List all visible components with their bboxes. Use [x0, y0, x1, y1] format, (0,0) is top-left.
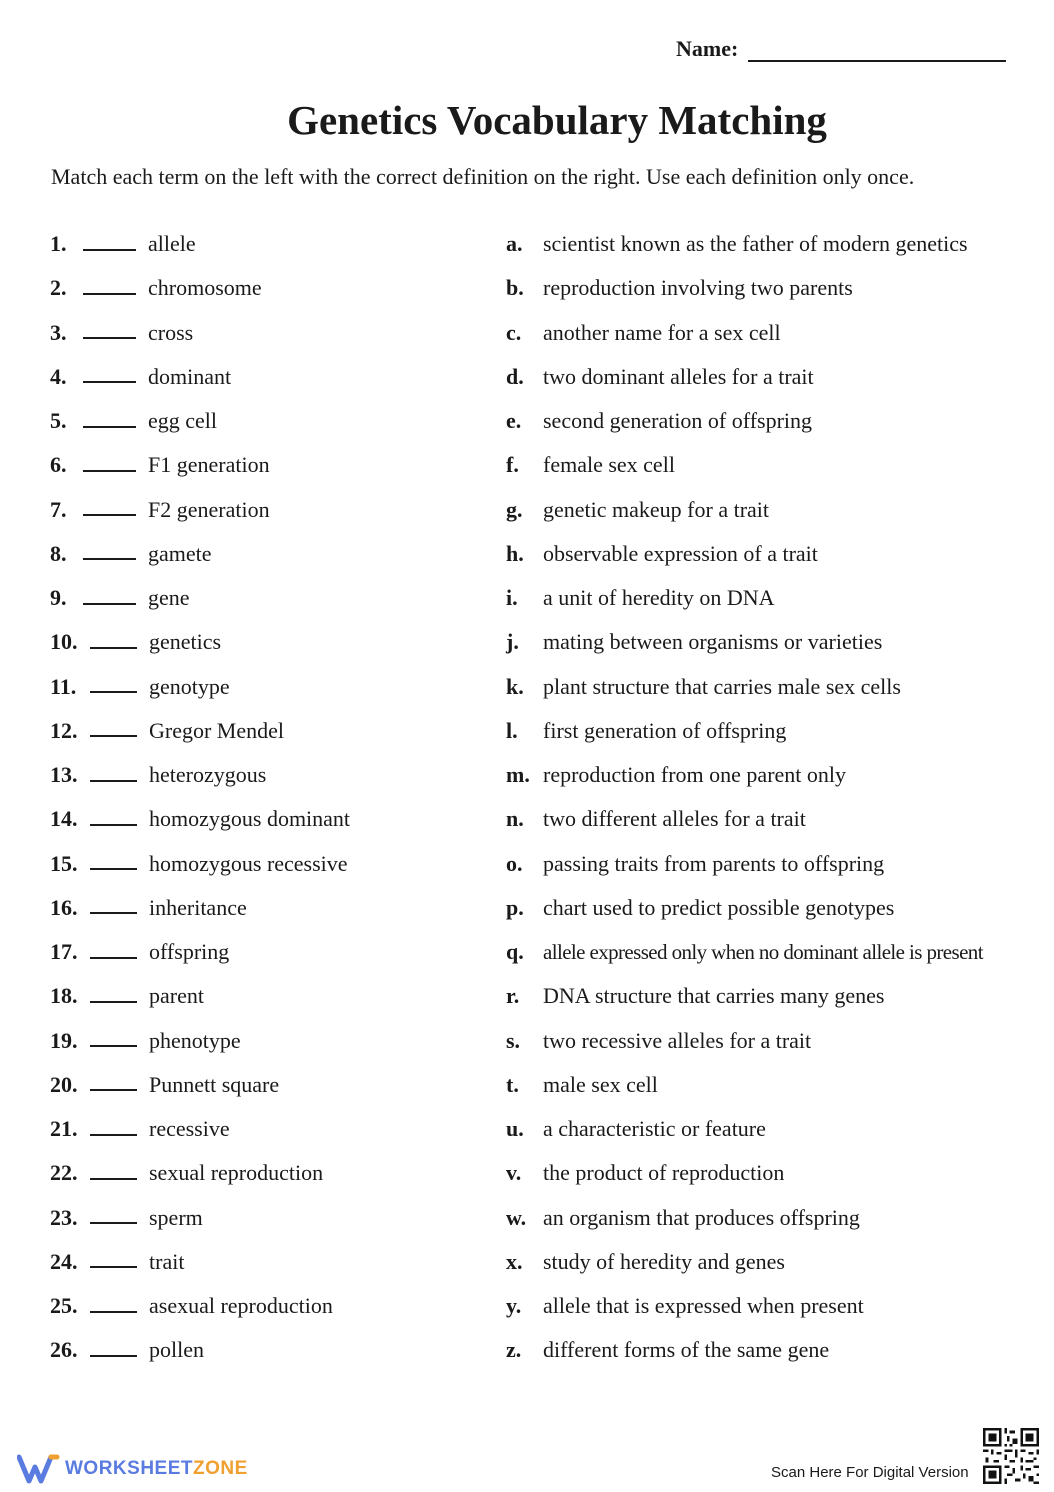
- term-number: 25.: [50, 1293, 78, 1319]
- term-text: dominant: [148, 363, 232, 389]
- term-text: egg cell: [148, 408, 218, 434]
- definition-text: second generation of offspring: [543, 408, 813, 434]
- term-text: genotype: [149, 673, 230, 699]
- answer-blank[interactable]: [90, 1133, 137, 1136]
- term-text: chromosome: [148, 275, 262, 301]
- definition-row: [506, 399, 1046, 443]
- definition-text: a characteristic or feature: [543, 1116, 766, 1142]
- answer-blank[interactable]: [90, 956, 137, 959]
- definition-text: the product of reproduction: [543, 1160, 785, 1186]
- term-row: [50, 620, 470, 664]
- term-text: trait: [149, 1248, 185, 1274]
- term-text: gene: [148, 585, 190, 611]
- definition-letter: x.: [506, 1248, 523, 1274]
- definition-letter: b.: [506, 275, 524, 301]
- worksheetzone-logo: [17, 1453, 248, 1485]
- definition-text: reproduction involving two parents: [543, 275, 853, 301]
- definition-letter: g.: [506, 496, 523, 522]
- definition-row: [506, 665, 1046, 709]
- definition-letter: p.: [506, 894, 524, 920]
- answer-blank[interactable]: [83, 380, 136, 383]
- answer-blank[interactable]: [90, 1310, 137, 1313]
- answer-blank[interactable]: [90, 823, 137, 826]
- definitions-list: [506, 222, 1046, 1373]
- term-text: Punnett square: [149, 1071, 280, 1097]
- page-title: Genetics Vocabulary Matching: [287, 97, 827, 143]
- answer-blank[interactable]: [90, 1265, 137, 1268]
- definition-text: allele that is expressed when present: [543, 1293, 864, 1319]
- term-number: 18.: [50, 983, 78, 1009]
- term-number: 19.: [50, 1027, 78, 1053]
- term-row: [50, 842, 470, 886]
- definition-row: [506, 443, 1046, 487]
- term-row: [50, 709, 470, 753]
- term-number: 14.: [50, 806, 78, 832]
- term-text: homozygous dominant: [149, 806, 351, 832]
- brand-name: [65, 1458, 248, 1480]
- definition-row: [506, 488, 1046, 532]
- definition-text: female sex cell: [543, 452, 675, 478]
- answer-blank[interactable]: [90, 779, 137, 782]
- term-number: 2.: [50, 275, 67, 301]
- definition-text: allele expressed only when no dominant allele is present: [543, 939, 983, 964]
- definition-row: [506, 1063, 1046, 1107]
- term-text: recessive: [149, 1116, 230, 1142]
- name-label: Name:: [676, 36, 739, 61]
- definition-row: [506, 753, 1046, 797]
- term-row: [50, 399, 470, 443]
- term-text: homozygous recessive: [149, 850, 348, 876]
- scan-text: Scan Here For Digital Version: [771, 1464, 969, 1481]
- answer-blank[interactable]: [90, 690, 137, 693]
- definition-letter: c.: [506, 319, 522, 345]
- answer-blank[interactable]: [83, 248, 136, 251]
- definition-letter: n.: [506, 806, 524, 832]
- term-number: 13.: [50, 762, 78, 788]
- term-text: offspring: [149, 939, 230, 965]
- term-text: gamete: [148, 540, 212, 566]
- answer-blank[interactable]: [83, 602, 136, 605]
- term-number: 16.: [50, 894, 78, 920]
- term-text: F1 generation: [148, 452, 270, 478]
- term-number: 3.: [50, 319, 67, 345]
- term-row: [50, 222, 470, 266]
- definition-text: genetic makeup for a trait: [543, 496, 770, 522]
- term-text: F2 generation: [148, 496, 270, 522]
- definition-text: first generation of offspring: [543, 717, 787, 743]
- answer-blank[interactable]: [90, 1221, 137, 1224]
- definition-letter: d.: [506, 363, 524, 389]
- answer-blank[interactable]: [90, 646, 137, 649]
- term-number: 22.: [50, 1160, 78, 1186]
- definition-letter: y.: [506, 1293, 522, 1319]
- term-number: 20.: [50, 1071, 78, 1097]
- definition-letter: q.: [506, 939, 524, 965]
- term-number: 7.: [50, 496, 67, 522]
- definition-row: [506, 930, 1046, 974]
- definition-letter: t.: [506, 1071, 519, 1097]
- definition-text: different forms of the same gene: [543, 1337, 830, 1363]
- term-text: heterozygous: [149, 762, 267, 788]
- definition-row: [506, 1151, 1046, 1195]
- definition-text: DNA structure that carries many genes: [543, 983, 885, 1009]
- brand-part-2: ZONE: [193, 1458, 248, 1479]
- term-row: [50, 488, 470, 532]
- term-number: 1.: [50, 231, 67, 257]
- definition-letter: f.: [506, 452, 519, 478]
- term-number: 15.: [50, 850, 78, 876]
- term-number: 5.: [50, 408, 67, 434]
- term-row: [50, 443, 470, 487]
- answer-blank[interactable]: [90, 1044, 137, 1047]
- definition-text: a unit of heredity on DNA: [543, 585, 775, 611]
- answer-blank[interactable]: [90, 867, 137, 870]
- term-row: [50, 576, 470, 620]
- term-text: cross: [148, 319, 194, 345]
- term-text: Gregor Mendel: [149, 717, 285, 743]
- definition-row: [506, 620, 1046, 664]
- definition-letter: a.: [506, 231, 523, 257]
- definition-row: [506, 709, 1046, 753]
- definition-row: [506, 1107, 1046, 1151]
- answer-blank[interactable]: [83, 336, 136, 339]
- definition-text: scientist known as the father of modern genetics: [543, 231, 968, 257]
- definition-letter: e.: [506, 408, 522, 434]
- definition-row: [506, 1019, 1046, 1063]
- term-text: sperm: [149, 1204, 203, 1230]
- term-number: 26.: [50, 1337, 78, 1363]
- definition-letter: k.: [506, 673, 524, 699]
- definition-text: two recessive alleles for a trait: [543, 1027, 812, 1053]
- term-text: parent: [149, 983, 204, 1009]
- answer-blank[interactable]: [90, 1000, 137, 1003]
- term-row: [50, 1151, 470, 1195]
- term-row: [50, 1284, 470, 1328]
- term-row: [50, 1328, 470, 1372]
- definition-text: reproduction from one parent only: [543, 762, 847, 788]
- definition-row: [506, 1328, 1046, 1372]
- term-row: [50, 797, 470, 841]
- definition-letter: i.: [506, 585, 518, 611]
- term-row: [50, 1063, 470, 1107]
- term-number: 23.: [50, 1204, 78, 1230]
- term-row: [50, 1196, 470, 1240]
- term-text: genetics: [149, 629, 222, 655]
- definition-letter: u.: [506, 1116, 524, 1142]
- term-number: 8.: [50, 540, 67, 566]
- definition-text: mating between organisms or varieties: [543, 629, 883, 655]
- definition-row: [506, 266, 1046, 310]
- definition-row: [506, 842, 1046, 886]
- name-field-line[interactable]: [748, 60, 1006, 62]
- term-row: [50, 665, 470, 709]
- definition-row: [506, 886, 1046, 930]
- definition-row: [506, 1284, 1046, 1328]
- term-row: [50, 753, 470, 797]
- term-text: inheritance: [149, 894, 247, 920]
- definition-text: male sex cell: [543, 1071, 658, 1097]
- definition-letter: w.: [506, 1204, 527, 1230]
- definition-letter: o.: [506, 850, 523, 876]
- definition-row: [506, 1196, 1046, 1240]
- term-number: 12.: [50, 717, 78, 743]
- definition-letter: v.: [506, 1160, 522, 1186]
- term-row: [50, 266, 470, 310]
- term-row: [50, 974, 470, 1018]
- term-row: [50, 311, 470, 355]
- definition-row: [506, 355, 1046, 399]
- terms-list: [50, 222, 470, 1373]
- term-row: [50, 532, 470, 576]
- definition-letter: h.: [506, 540, 524, 566]
- definition-letter: m.: [506, 762, 530, 788]
- answer-blank[interactable]: [90, 1088, 137, 1091]
- definition-text: an organism that produces offspring: [543, 1204, 860, 1230]
- answer-blank[interactable]: [90, 1354, 137, 1357]
- term-number: 24.: [50, 1248, 78, 1274]
- term-row: [50, 1019, 470, 1063]
- definition-row: [506, 1240, 1046, 1284]
- term-number: 11.: [50, 673, 77, 699]
- instructions: Match each term on the left with the correct definition on the right. Use each definition only once.: [51, 164, 915, 189]
- answer-blank[interactable]: [83, 425, 136, 428]
- term-text: allele: [148, 231, 196, 257]
- term-text: asexual reproduction: [149, 1293, 333, 1319]
- definition-row: [506, 974, 1046, 1018]
- definition-text: two different alleles for a trait: [543, 806, 806, 832]
- definition-row: [506, 532, 1046, 576]
- definition-letter: z.: [506, 1337, 522, 1363]
- answer-blank[interactable]: [83, 557, 136, 560]
- definition-text: two dominant alleles for a trait: [543, 363, 814, 389]
- definition-text: study of heredity and genes: [543, 1248, 785, 1274]
- answer-blank[interactable]: [83, 513, 136, 516]
- definition-letter: j.: [506, 629, 519, 655]
- term-text: sexual reproduction: [149, 1160, 324, 1186]
- answer-blank[interactable]: [90, 734, 137, 737]
- definition-letter: s.: [506, 1027, 521, 1053]
- answer-blank[interactable]: [83, 292, 136, 295]
- answer-blank[interactable]: [90, 1177, 137, 1180]
- definition-row: [506, 222, 1046, 266]
- term-number: 10.: [50, 629, 78, 655]
- term-text: pollen: [149, 1337, 204, 1363]
- term-number: 6.: [50, 452, 67, 478]
- answer-blank[interactable]: [83, 469, 136, 472]
- term-number: 21.: [50, 1116, 78, 1142]
- term-row: [50, 1107, 470, 1151]
- term-row: [50, 1240, 470, 1284]
- term-number: 9.: [50, 585, 67, 611]
- definition-row: [506, 576, 1046, 620]
- term-text: phenotype: [149, 1027, 241, 1053]
- definition-letter: l.: [506, 717, 518, 743]
- qr-code-icon[interactable]: [983, 1428, 1039, 1484]
- definition-text: passing traits from parents to offspring: [543, 850, 885, 876]
- term-row: [50, 930, 470, 974]
- term-number: 4.: [50, 363, 67, 389]
- worksheetzone-logo-icon: [17, 1453, 61, 1485]
- definition-text: plant structure that carries male sex cells: [543, 673, 901, 699]
- definition-text: another name for a sex cell: [543, 319, 781, 345]
- definition-row: [506, 797, 1046, 841]
- answer-blank[interactable]: [90, 911, 137, 914]
- definition-text: chart used to predict possible genotypes: [543, 894, 895, 920]
- definition-letter: r.: [506, 983, 520, 1009]
- term-row: [50, 886, 470, 930]
- term-row: [50, 355, 470, 399]
- definition-text: observable expression of a trait: [543, 540, 818, 566]
- definition-row: [506, 311, 1046, 355]
- term-number: 17.: [50, 939, 78, 965]
- brand-part-1: WORKSHEET: [65, 1458, 193, 1479]
